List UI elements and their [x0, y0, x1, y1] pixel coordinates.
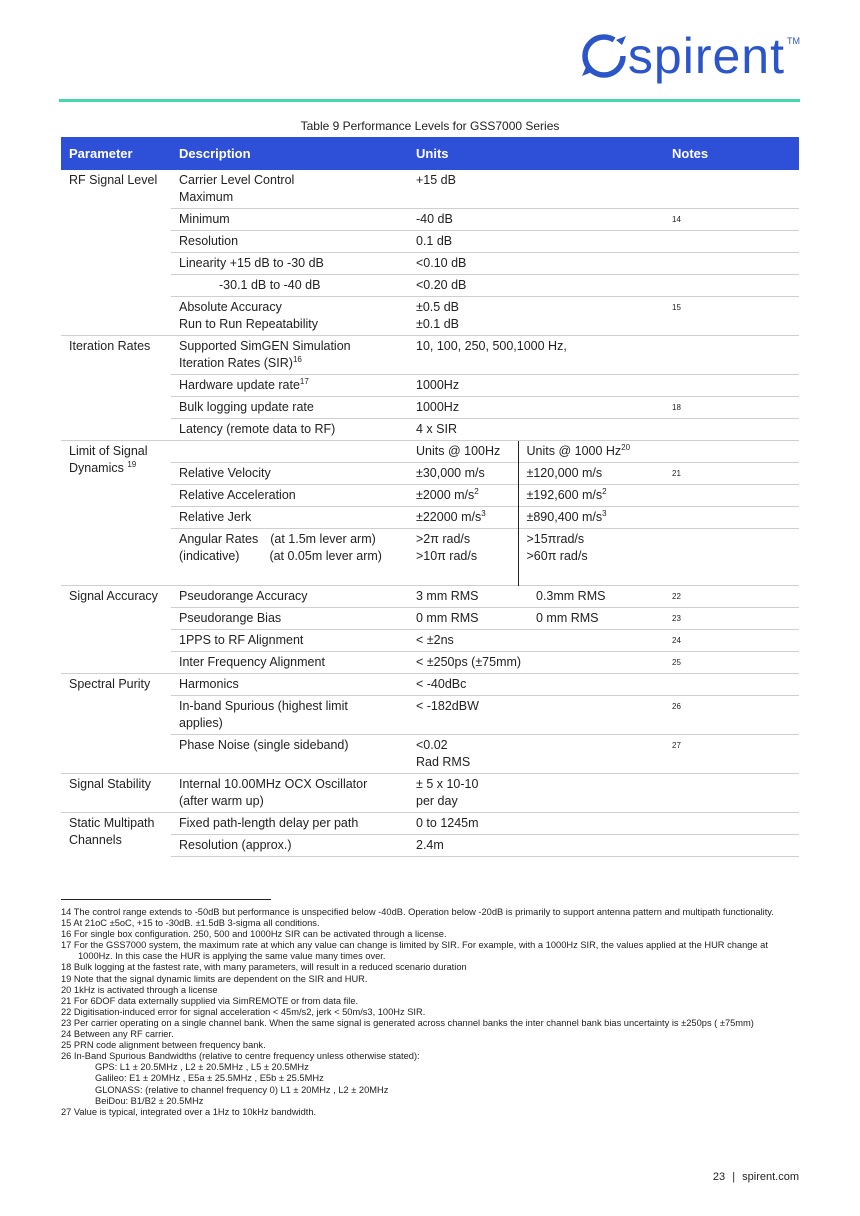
desc-line: In-band Spurious (highest limit: [179, 699, 348, 713]
footnote: 21 For 6DOF data externally supplied via SimREMOTE or from data file.: [61, 995, 359, 1006]
desc-cell: Relative Velocity: [171, 463, 408, 485]
unit-text: ±890,400 m/s: [526, 510, 603, 524]
table-caption: Table 9 Performance Levels for GSS7000 Series: [300, 119, 560, 133]
exponent: 2: [602, 486, 607, 496]
note-cell: [664, 529, 799, 586]
desc-cell: [171, 275, 408, 297]
footnote-subline: GPS: L1 ± 20.5MHz , L2 ± 20.5MHz , L5 ± 20.5MHz: [95, 1062, 309, 1073]
logo-trademark: TM: [787, 36, 800, 46]
footnote-ref: 20: [621, 442, 631, 452]
desc-cell: Pseudorange Accuracy: [171, 586, 408, 608]
unit-cell: 0.3mm RMS: [518, 586, 664, 608]
unit-cell: 1000Hz: [408, 397, 664, 419]
unit-line: >2π rad/s: [416, 532, 471, 546]
unit-cell: ±120,000 m/s: [518, 463, 664, 485]
desc-cell: Inter Frequency Alignment: [171, 652, 408, 674]
col-header-notes: Notes: [664, 137, 799, 170]
unit-line: ±0.5 dB: [416, 300, 459, 314]
desc-line: Absolute Accuracy: [179, 300, 282, 314]
note-cell: 23: [664, 608, 799, 630]
header-rule: [59, 99, 800, 102]
desc-line: Carrier Level Control: [179, 173, 295, 187]
note-cell: [664, 231, 799, 253]
footnote: 24 Between any RF carrier.: [61, 1029, 174, 1040]
param-cell: RF Signal Level: [69, 173, 158, 187]
unit-cell: [408, 735, 664, 774]
note-cell: [664, 253, 799, 275]
note-cell: 14: [664, 209, 799, 231]
table-row: [61, 735, 799, 774]
note-cell: [664, 170, 799, 209]
param-cell: Signal Stability: [61, 774, 171, 813]
desc-line: Internal 10.00MHz OCX Oscillator: [179, 777, 368, 791]
exponent: 3: [481, 508, 486, 518]
table-row: [61, 170, 799, 209]
footnote-26: [61, 1051, 797, 1106]
unit-line: ± 5 x 10-10: [416, 777, 479, 791]
footnote: 15 At 21oC ±5oC, +15 to -30dB. ±1.5dB 3-sigma all conditions.: [61, 918, 320, 929]
unit-cell: <0.10 dB: [408, 253, 664, 275]
unit-cell: 3 mm RMS: [408, 586, 518, 608]
desc-line: Hardware update rate: [179, 378, 300, 392]
table-header-row: [61, 137, 799, 170]
unit-cell: 1000Hz: [408, 375, 664, 397]
desc-line: -30.1 dB to -40 dB: [219, 278, 321, 292]
col-header-parameter: Parameter: [61, 137, 171, 170]
footnote-subline: Galileo: E1 ± 20MHz , E5a ± 25.5MHz , E5b ± 25.5MHz: [95, 1073, 324, 1084]
unit-cell: 2.4m: [408, 835, 664, 857]
note-cell: 24: [664, 630, 799, 652]
param-cell: Spectral Purity: [61, 674, 171, 774]
note-cell: [664, 507, 799, 529]
note-cell: [664, 485, 799, 507]
unit-text: ±2000 m/s: [416, 488, 475, 502]
desc-cell: [171, 297, 408, 336]
table-row: [61, 297, 799, 336]
desc-line: Maximum: [179, 190, 234, 204]
table-row: [61, 275, 799, 297]
desc-cell: 1PPS to RF Alignment: [171, 630, 408, 652]
footnote-subline: BeiDou: B1/B2 ± 20.5MHz: [95, 1095, 204, 1106]
unit-cell: [518, 529, 664, 586]
desc-cell: Latency (remote data to RF): [171, 419, 408, 441]
table-row: [61, 485, 799, 507]
desc-line: (after warm up): [179, 794, 264, 808]
note-cell: [664, 813, 799, 835]
table-row: [61, 529, 799, 586]
exponent: 3: [602, 508, 607, 518]
unit-text: ±22000 m/s: [416, 510, 482, 524]
desc-cell: Resolution (approx.): [171, 835, 408, 857]
desc-line: (indicative): [179, 549, 240, 563]
param-cell: [61, 441, 171, 586]
note-cell: [664, 674, 799, 696]
table-row: [61, 507, 799, 529]
desc-line: Run to Run Repeatability: [179, 317, 318, 331]
unit-cell: 10, 100, 250, 500,1000 Hz,: [408, 336, 664, 375]
unit-line: ±0.1 dB: [416, 317, 459, 331]
footnote-ref: 16: [292, 354, 302, 364]
footnote: 20 1kHz is activated through a license: [61, 984, 218, 995]
unit-line: <0.02: [416, 738, 448, 752]
desc-cell: Linearity +15 dB to -30 dB: [171, 253, 408, 275]
table-row: [61, 813, 799, 835]
table-row: [61, 419, 799, 441]
table-row: [61, 375, 799, 397]
note-cell: [664, 275, 799, 297]
note-cell: 25: [664, 652, 799, 674]
footnote: 25 PRN code alignment between frequency bank.: [61, 1040, 266, 1051]
subheader-text: Units @ 1000 Hz: [526, 444, 622, 458]
desc-cell: Resolution: [171, 231, 408, 253]
unit-cell: [408, 529, 518, 586]
param-line: Limit of Signal: [69, 444, 148, 458]
spirent-logo: [580, 28, 800, 84]
note-cell: 18: [664, 397, 799, 419]
footnote-subline: GLONASS: (relative to channel frequency 0) L1 ± 20MHz , L2 ± 20MHz: [95, 1084, 389, 1095]
desc-cell: [171, 170, 408, 209]
desc-cell: Relative Acceleration: [171, 485, 408, 507]
table-row: [61, 441, 799, 463]
unit-cell: 0.1 dB: [408, 231, 664, 253]
desc-line: applies): [179, 716, 223, 730]
unit-cell: [518, 485, 664, 507]
table-row: [61, 336, 799, 375]
table-row: [61, 608, 799, 630]
desc-cell: Minimum: [171, 209, 408, 231]
desc-cell: Phase Noise (single sideband): [171, 735, 408, 774]
unit-cell: < -182dBW: [408, 696, 664, 735]
desc-cell: Harmonics: [171, 674, 408, 696]
note-cell: 27: [664, 735, 799, 774]
desc-cell: [171, 441, 408, 463]
spirent-logo-mark-icon: [580, 28, 628, 84]
param-cell: Signal Accuracy: [61, 586, 171, 674]
page-number: 23: [712, 1171, 726, 1183]
footer-divider: |: [732, 1171, 736, 1183]
unit-line: per day: [416, 794, 458, 808]
unit-text: ±192,600 m/s: [526, 488, 603, 502]
table-row: [61, 586, 799, 608]
footnote: 16 For single box configuration. 250, 500 and 1000Hz SIR can be activated through a license.: [61, 929, 447, 940]
note-cell: [664, 375, 799, 397]
unit-cell: [408, 774, 664, 813]
footnote: 27 Value is typical, integrated over a 1Hz to 10kHz bandwidth.: [61, 1106, 317, 1117]
footnote: 19 Note that the signal dynamic limits are dependent on the SIR and HUR.: [61, 973, 368, 984]
col-header-description: Description: [171, 137, 408, 170]
unit-cell: 0 mm RMS: [408, 608, 518, 630]
unit-cell: < -40dBc: [408, 674, 664, 696]
note-cell: 15: [664, 297, 799, 336]
footnote-ref: 19: [127, 459, 137, 469]
unit-line: >60π rad/s: [526, 549, 588, 563]
desc-cell: [171, 336, 408, 375]
note-cell: 22: [664, 586, 799, 608]
unit-cell: 0 mm RMS: [518, 608, 664, 630]
desc-cell: [171, 774, 408, 813]
unit-cell: [408, 507, 518, 529]
unit-cell: ±30,000 m/s: [408, 463, 518, 485]
footnote: 18 Bulk logging at the fastest rate, with many parameters, will result in a reduced scenario duration: [61, 962, 467, 973]
unit-cell: 4 x SIR: [408, 419, 664, 441]
performance-table: [61, 137, 799, 857]
unit-cell: < ±250ps (±75mm): [408, 652, 664, 674]
unit-cell: [408, 485, 518, 507]
note-cell: 26: [664, 696, 799, 735]
footnote-text: 26 In-Band Spurious Bandwidths (relative to centre frequency unless otherwise stated):: [61, 1051, 420, 1062]
table-row: [61, 630, 799, 652]
note-cell: [664, 441, 799, 463]
unit-cell: < ±2ns: [408, 630, 664, 652]
footnotes: [61, 907, 797, 1118]
desc-line: (at 1.5m lever arm): [270, 532, 376, 546]
unit-cell: 0 to 1245m: [408, 813, 664, 835]
desc-line: Supported SimGEN Simulation: [179, 339, 351, 353]
col-header-units: Units: [408, 137, 664, 170]
table-row: [61, 231, 799, 253]
table-row: [61, 674, 799, 696]
subheader-units-100hz: Units @ 100Hz: [408, 441, 518, 463]
footer-site-link[interactable]: spirent.com: [742, 1171, 799, 1183]
unit-cell: -40 dB: [408, 209, 664, 231]
page-footer: [713, 1171, 799, 1183]
param-line: Dynamics: [69, 461, 124, 475]
footnote-ref: 17: [299, 376, 309, 386]
footnote: 23 Per carrier operating on a single channel bank. When the same signal is generated across channel banks the inter channel bank bias uncertainty is ±250ps ( ±75mm): [61, 1017, 754, 1028]
table-row: [61, 463, 799, 485]
desc-cell: Bulk logging update rate: [171, 397, 408, 419]
desc-cell: [171, 375, 408, 397]
unit-line: Rad RMS: [416, 755, 471, 769]
param-line: Static Multipath: [69, 816, 155, 830]
table-row: [61, 209, 799, 231]
table-row: [61, 774, 799, 813]
desc-cell: Relative Jerk: [171, 507, 408, 529]
table-row: [61, 835, 799, 857]
note-cell: 21: [664, 463, 799, 485]
unit-cell: [408, 297, 664, 336]
desc-line: (at 0.05m lever arm): [269, 549, 382, 563]
unit-line: >10π rad/s: [416, 549, 478, 563]
footnote-rule: [61, 899, 271, 900]
footnote: 14 The control range extends to -50dB but performance is unspecified below -40dB. Operation below -20dB is primarily to support antenna pattern and multipath functionality.: [61, 907, 774, 917]
note-cell: [664, 774, 799, 813]
param-line: Channels: [69, 833, 122, 847]
param-cell: Iteration Rates: [61, 336, 171, 441]
desc-line: Iteration Rates (SIR): [179, 356, 293, 370]
unit-line: >15πrad/s: [526, 532, 585, 546]
note-cell: [664, 835, 799, 857]
desc-cell: Pseudorange Bias: [171, 608, 408, 630]
logo-wordmark: spirent: [627, 28, 785, 84]
footnote: 22 Digitisation-induced error for signal acceleration < 45m/s2, jerk < 50m/s3, 100Hz SIR.: [61, 1006, 426, 1017]
table-row: [61, 696, 799, 735]
param-cell: [61, 813, 171, 857]
table-row: [61, 397, 799, 419]
table-row: [61, 253, 799, 275]
unit-cell: +15 dB: [416, 173, 456, 187]
unit-cell: <0.20 dB: [408, 275, 664, 297]
desc-cell: [171, 696, 408, 735]
desc-cell: Fixed path-length delay per path: [171, 813, 408, 835]
subheader-units-1000hz: [518, 441, 664, 463]
note-cell: [664, 336, 799, 375]
footnote: 17 For the GSS7000 system, the maximum rate at which any value can change is limited by SIR. For example, with a 1000Hz SIR, the values applied at the HUR change at 1000Hz. In this case the HUR is applying the same value many times over.: [61, 940, 768, 962]
exponent: 2: [474, 486, 479, 496]
desc-cell: [171, 529, 408, 586]
desc-line: Angular Rates: [179, 532, 259, 546]
unit-cell: [518, 507, 664, 529]
note-cell: [664, 419, 799, 441]
table-row: [61, 652, 799, 674]
